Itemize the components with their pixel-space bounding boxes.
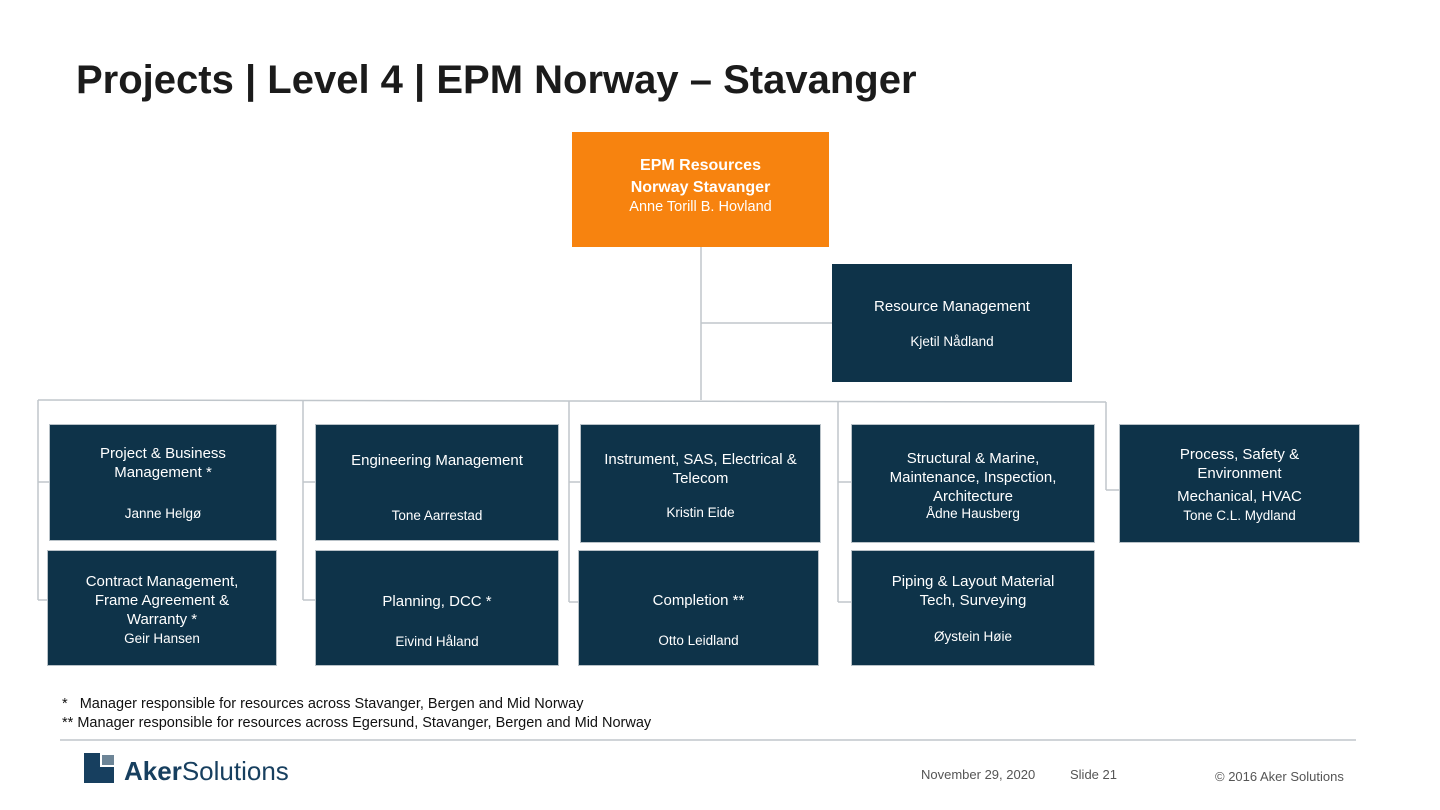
footnote-single-star: * Manager responsible for resources across Stavanger, Bergen and Mid Norway	[62, 696, 584, 712]
unit-manager: Tone Aarrestad	[391, 508, 483, 523]
unit-box-completion	[578, 550, 819, 666]
unit-title: Process, Safety & Environment	[1179, 446, 1300, 482]
epm-resources-box	[572, 132, 829, 247]
logo-word-bold: Aker	[124, 756, 182, 786]
unit-box-planning	[315, 550, 559, 666]
footer-date: November 29, 2020	[921, 767, 1036, 782]
logo-mark-icon	[84, 753, 116, 783]
unit-box-project-business	[49, 424, 277, 541]
unit-title: Project & Business Management *	[100, 445, 226, 481]
footer-copyright: © 2016 Aker Solutions	[1215, 769, 1344, 784]
unit-title: Instrument, SAS, Electrical & Telecom	[604, 451, 797, 487]
unit-box-contract	[47, 550, 277, 666]
logo-wordmark	[124, 756, 289, 787]
unit-manager: Geir Hansen	[124, 631, 200, 646]
footer-slide-number: Slide 21	[1070, 767, 1117, 782]
unit-title: Structural & Marine, Maintenance, Inspection, Architecture	[889, 450, 1057, 505]
unit-title: Completion **	[652, 592, 745, 609]
unit-title: Engineering Management	[351, 452, 523, 469]
unit-title: Piping & Layout Material Tech, Surveying	[891, 573, 1055, 609]
unit-title: Contract Management, Frame Agreement & Warranty *	[85, 573, 239, 628]
footnote-double-star: ** Manager responsible for resources across Egersund, Stavanger, Bergen and Mid Norway	[62, 715, 652, 731]
unit-manager: Tone C.L. Mydland	[1183, 508, 1296, 523]
unit-manager: Eivind Håland	[395, 634, 479, 649]
epm-resources-line2: Norway Stavanger	[630, 179, 771, 196]
unit-title: Planning, DCC *	[382, 593, 492, 610]
unit-manager: Janne Helgø	[124, 506, 202, 521]
epm-resources-line1: EPM Resources	[640, 157, 761, 174]
unit-manager: Øystein Høie	[933, 629, 1013, 644]
unit-manager: Otto Leidland	[658, 633, 739, 648]
epm-resources-title	[572, 155, 829, 199]
resource-management-box	[832, 264, 1072, 382]
unit-manager: Ådne Hausberg	[926, 506, 1020, 521]
resource-management-manager: Kjetil Nådland	[910, 334, 994, 349]
unit-box-piping	[851, 550, 1095, 666]
unit-box-engineering	[315, 424, 559, 541]
epm-resources-manager: Anne Torill B. Hovland	[629, 199, 772, 215]
unit-manager: Kristin Eide	[666, 505, 735, 520]
unit-box-structural	[851, 424, 1095, 543]
unit-box-process-safety	[1119, 424, 1360, 543]
unit-subtitle: Mechanical, HVAC	[1177, 488, 1302, 505]
resource-management-title: Resource Management	[874, 298, 1030, 315]
unit-box-instrument	[580, 424, 821, 543]
logo-word-light: Solutions	[181, 756, 289, 786]
page-title: Projects | Level 4 | EPM Norway – Stavanger	[76, 58, 917, 102]
